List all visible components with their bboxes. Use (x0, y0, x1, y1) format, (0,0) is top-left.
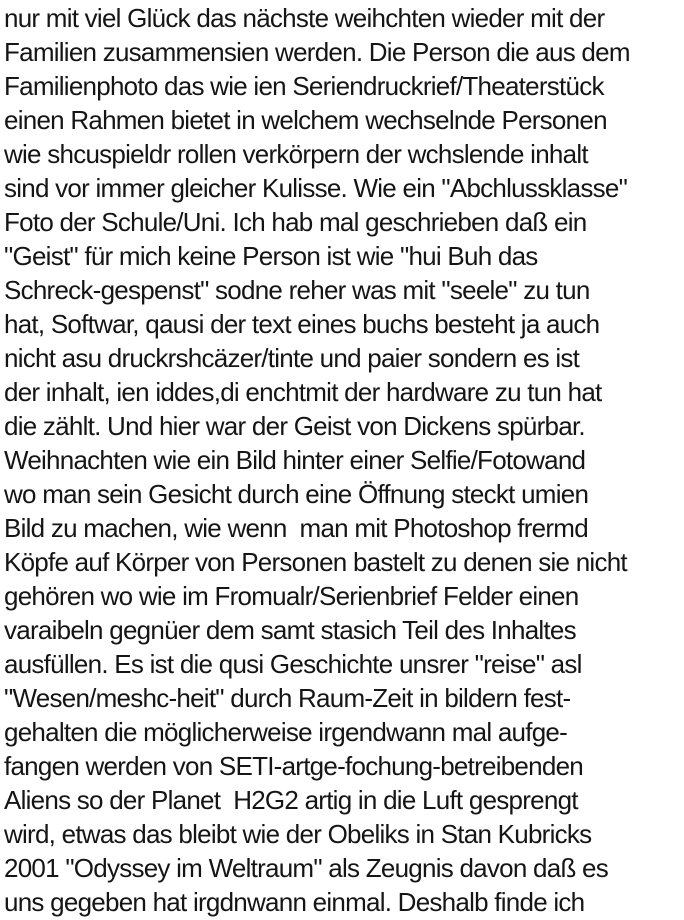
text-line: einen Rahmen bietet in welchem wechselnde Personen (4, 105, 607, 135)
text-line: nur mit viel Glück das nächste weihchten wieder mit der (4, 3, 605, 33)
text-line: ausfüllen. Es ist die qusi Geschichte unsrer "reise" asl (4, 649, 582, 679)
text-line: gehören wo wie im Fromualr/Serienbrief Felder einen (4, 581, 579, 611)
text-line: Bild zu machen, wie wenn man mit Photoshop frermd (4, 513, 588, 543)
text-line: hat, Softwar, qausi der text eines buchs besteht ja auch (4, 309, 600, 339)
text-line: varaibeln gegnüer dem samt stasich Teil des Inhaltes (4, 615, 576, 645)
text-line: der inhalt, ien iddes,di enchtmit der hardware zu tun hat (4, 377, 602, 407)
text-line: gehalten die möglicherweise irgendwann mal aufge- (4, 717, 568, 747)
text-line: wo man sein Gesicht durch eine Öffnung steckt umien (4, 479, 589, 509)
text-line: wie shcuspieldr rollen verkörpern der wchslende inhalt (4, 139, 588, 169)
text-line: 2001 "Odyssey im Weltraum" als Zeugnis davon daß es (4, 853, 609, 883)
text-line: Familien zusammensien werden. Die Person die aus dem (4, 37, 630, 67)
text-line: fangen werden von SETI-artge-fochung-betreibenden (4, 751, 583, 781)
text-line: "Geist" für mich keine Person ist wie "hui Buh das (4, 241, 538, 271)
text-line: nicht asu druckrshcäzer/tinte und paier sondern es ist (4, 343, 580, 373)
text-line: Foto der Schule/Uni. Ich hab mal geschrieben daß ein (4, 207, 587, 237)
text-line: Schreck-gespenst" sodne reher was mit "seele" zu tun (4, 275, 590, 305)
text-line: die zählt. Und hier war der Geist von Dickens spürbar. (4, 411, 585, 441)
text-line: Aliens so der Planet H2G2 artig in die Luft gesprengt (4, 785, 578, 815)
text-line: "Wesen/meshc-heit" durch Raum-Zeit in bildern fest- (4, 683, 571, 713)
text-line: Familienphoto das wie ien Seriendruckrief/Theaterstück (4, 71, 604, 101)
text-line: sind vor immer gleicher Kulisse. Wie ein "Abchlussklasse" (4, 173, 628, 203)
text-line: Weihnachten wie ein Bild hinter einer Selfie/Fotowand (4, 445, 586, 475)
text-line: wird, etwas das bleibt wie der Obeliks in Stan Kubricks (4, 819, 592, 849)
text-line: Köpfe auf Körper von Personen bastelt zu denen sie nicht (4, 547, 627, 577)
text-line: uns gegeben hat irgdnwann einmal. Deshalb finde ich (4, 887, 585, 917)
